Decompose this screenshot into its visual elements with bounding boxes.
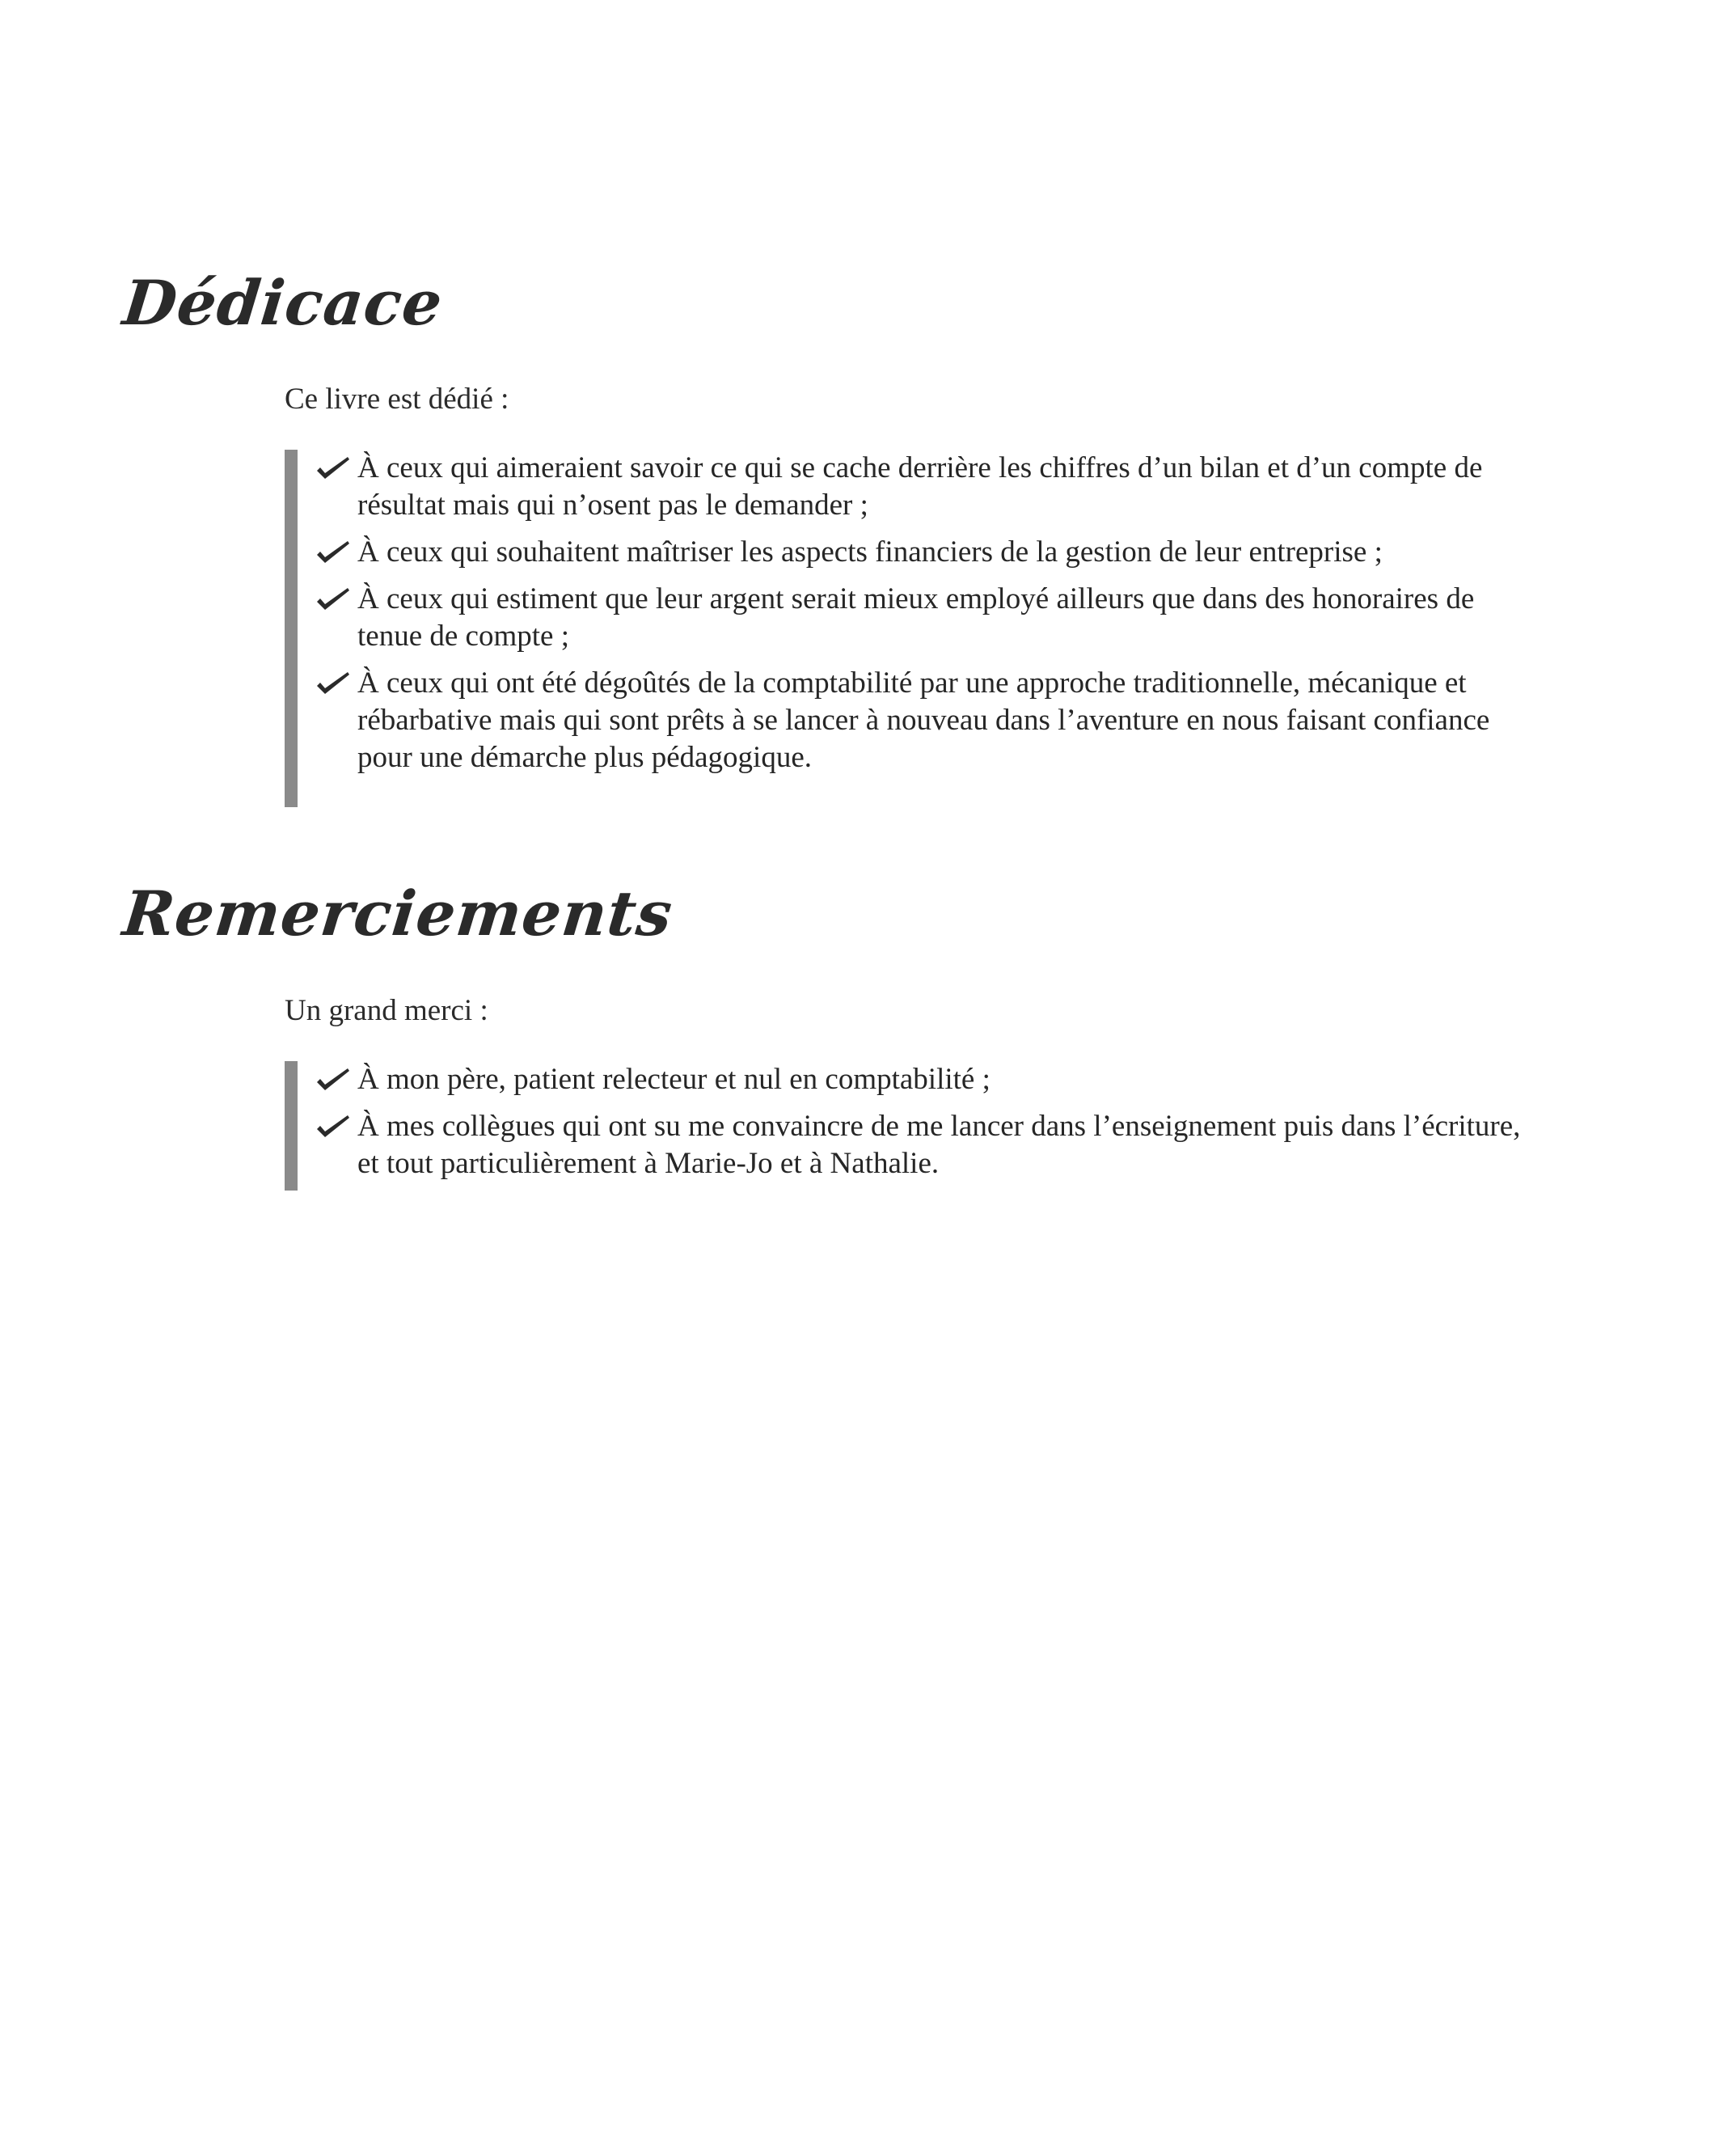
remerciements-list [315, 1061, 1544, 1192]
remerciements-intro: Un grand merci : [285, 994, 488, 1027]
list-item-text: À ceux qui estiment que leur argent serait mieux employé ailleurs que dans des honoraires de tenue de compte ; [357, 582, 1475, 653]
dedicace-heading: Dédicace [120, 267, 446, 339]
list-item-text: À ceux qui aimeraient savoir ce qui se cache derrière les chiffres d’un bilan et d’un compte de résultat mais qui n’osent pas le demander ; [357, 451, 1483, 522]
list-item [315, 581, 1544, 655]
dedicace-intro: Ce livre est dédié : [285, 383, 509, 416]
dedicace-list-block [285, 450, 1546, 807]
check-mark-icon [315, 539, 351, 566]
list-item-text: À ceux qui souhaitent maîtriser les aspects financiers de la gestion de leur entreprise ; [357, 535, 1383, 569]
remerciements-heading: Remerciements [120, 878, 677, 950]
sidebar-rule [285, 1061, 298, 1191]
check-mark-icon [315, 1113, 351, 1140]
list-item [315, 534, 1544, 571]
check-mark-icon [315, 1066, 351, 1093]
remerciements-list-block [285, 1061, 1546, 1191]
list-item [315, 665, 1544, 776]
list-item-text: À mon père, patient relecteur et nul en comptabilité ; [357, 1063, 990, 1096]
list-item [315, 1061, 1544, 1098]
sidebar-rule [285, 450, 298, 807]
check-mark-icon [315, 586, 351, 613]
list-item [315, 1108, 1544, 1182]
list-item-text: À ceux qui ont été dégoûtés de la comptabilité par une approche traditionnelle, mécanique et rébarbative mais qui sont prêts à se lancer à nouveau dans l’aventure en nous faisant confiance pour une démarche plus pédagogique. [357, 666, 1490, 774]
check-mark-icon [315, 670, 351, 697]
check-mark-icon [315, 455, 351, 482]
dedicace-list [315, 450, 1544, 786]
list-item [315, 450, 1544, 524]
list-item-text: À mes collègues qui ont su me convaincre de me lancer dans l’enseignement puis dans l’écriture, et tout particulièrement à Marie-Jo et à Nathalie. [357, 1110, 1521, 1180]
